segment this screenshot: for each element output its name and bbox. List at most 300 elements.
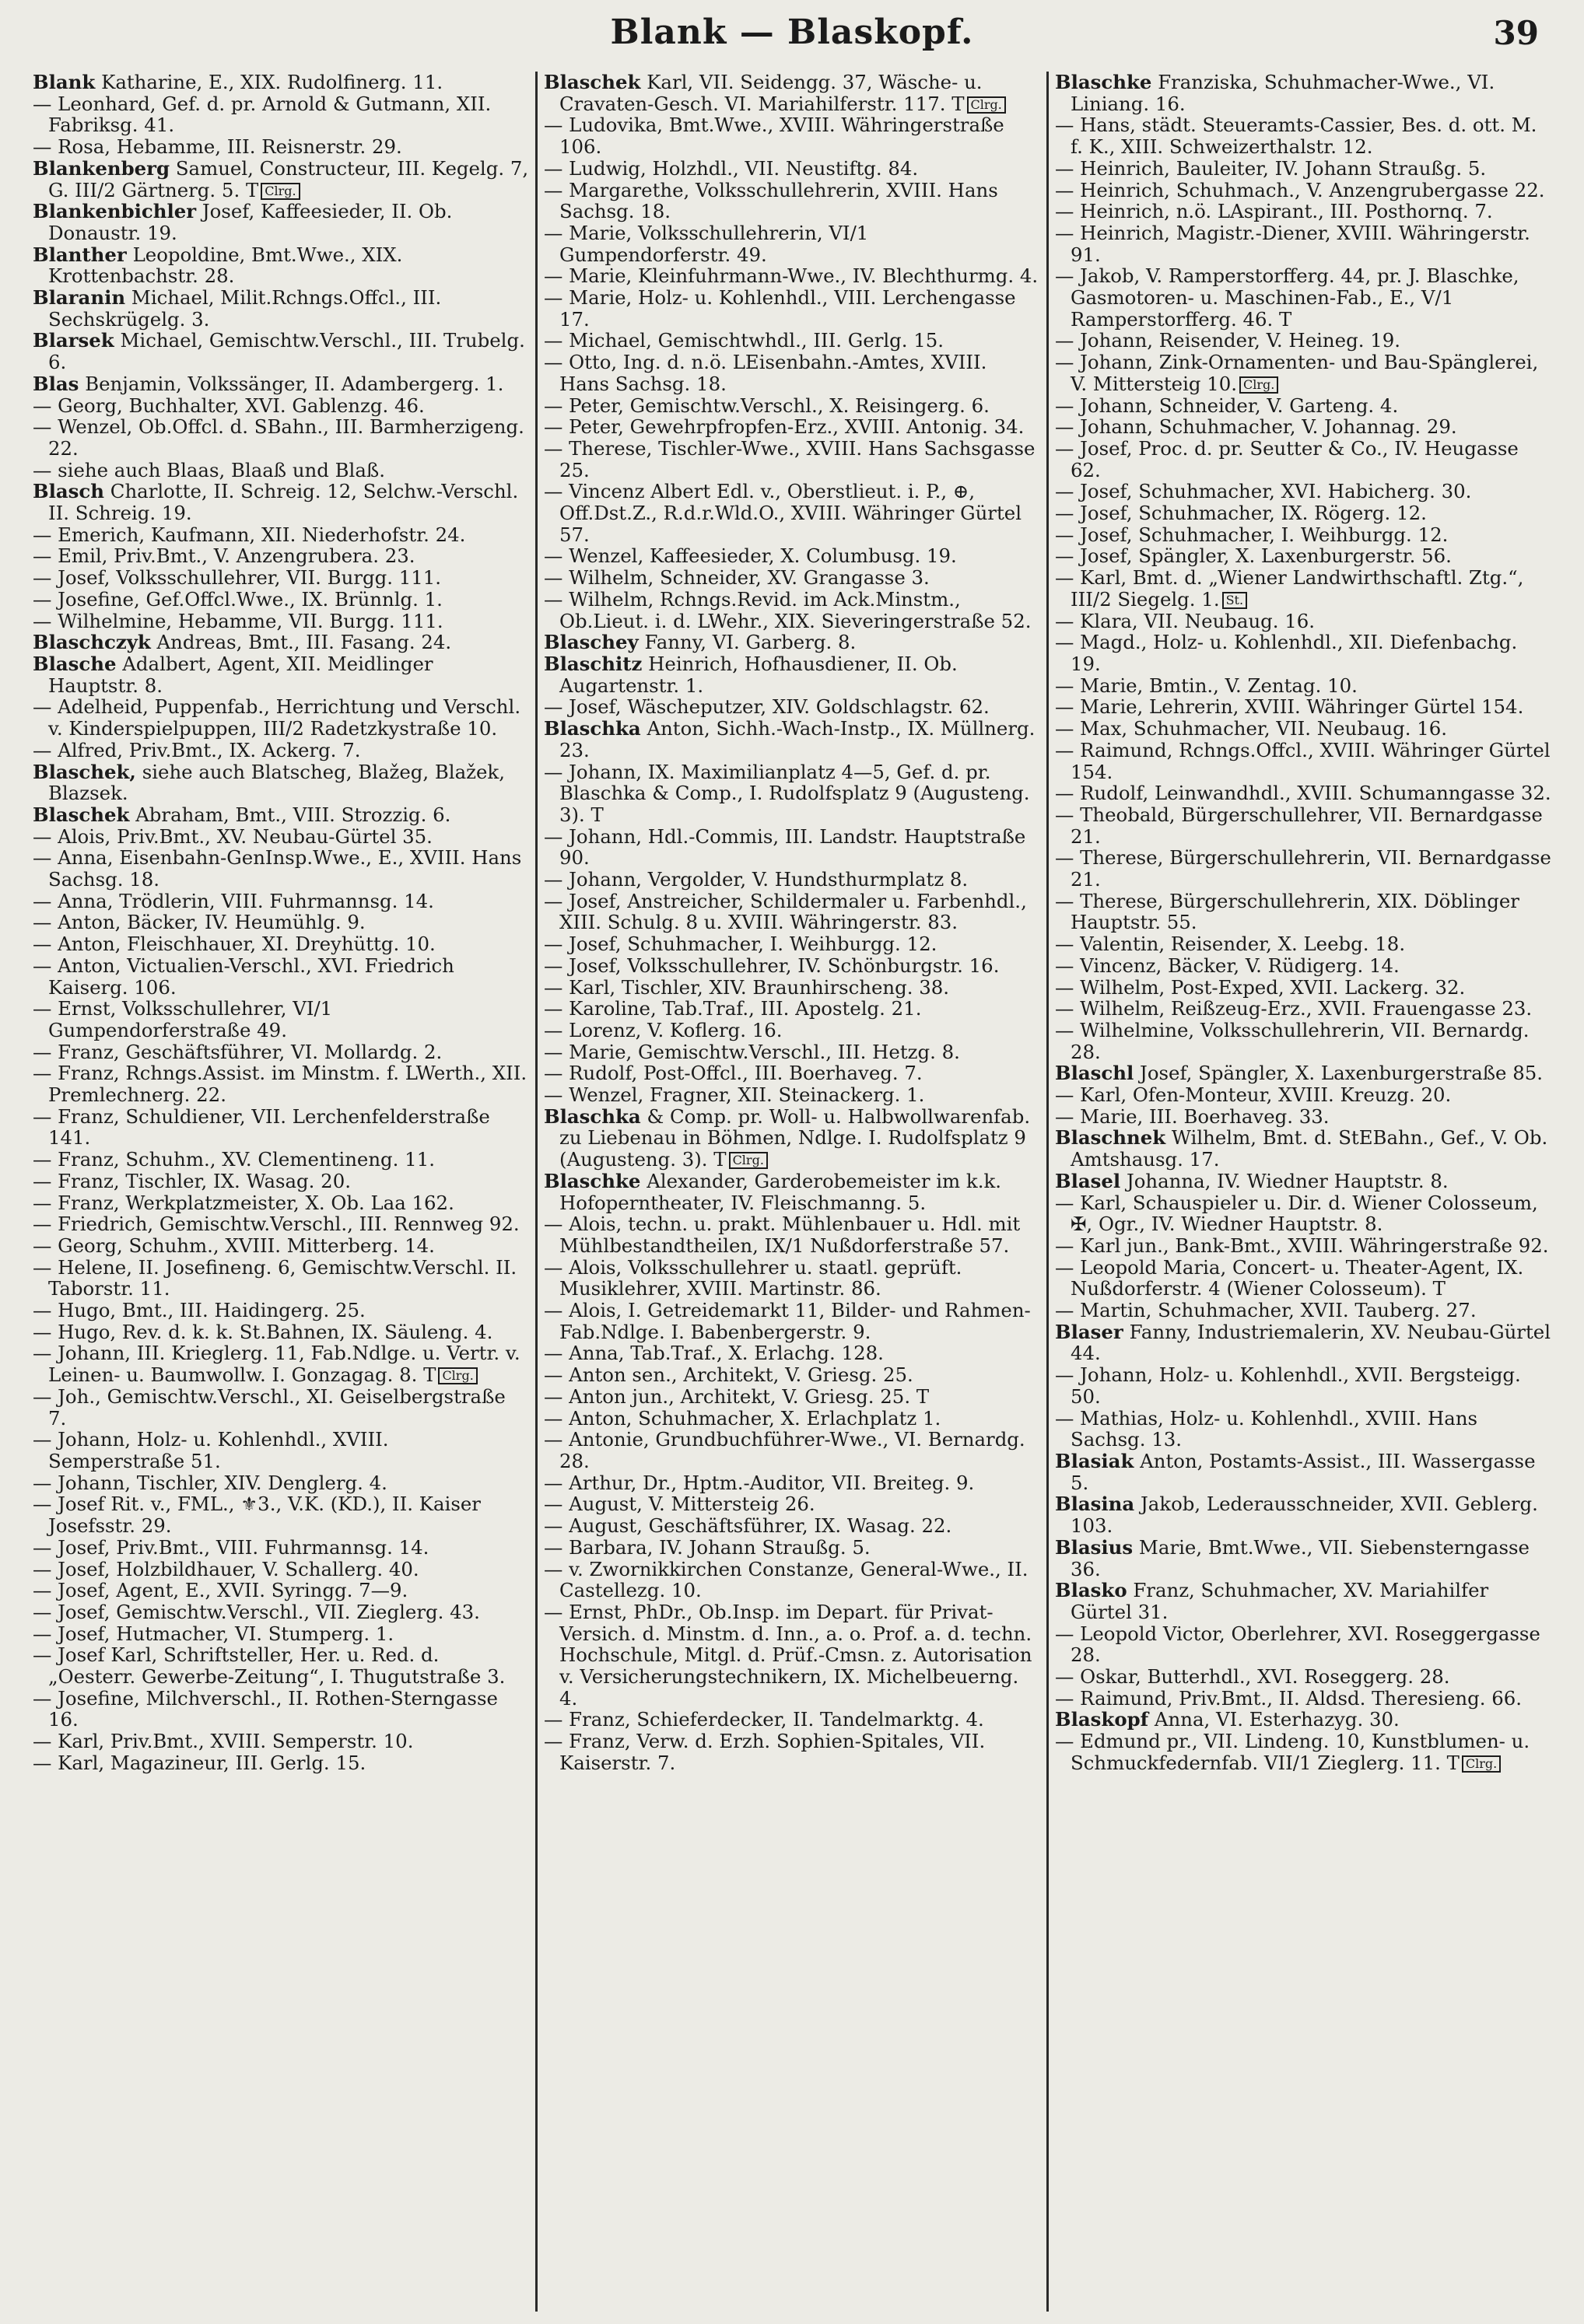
directory-entry bbox=[1055, 955, 1551, 977]
entry-text: — Oskar, Butterhdl., XVI. Roseggerg. 28. bbox=[1055, 1665, 1450, 1689]
entry-text: — Josef, Priv.Bmt., VIII. Fuhrmannsg. 14. bbox=[33, 1535, 429, 1559]
entry-text: — Vincenz, Bäcker, V. Rüdigerg. 14. bbox=[1055, 954, 1400, 977]
directory-entry bbox=[544, 545, 1040, 567]
entry-badge: St. bbox=[1222, 592, 1247, 609]
entry-text: — Ernst, Volksschullehrer, VI/1 Gumpendorferstraße 49. bbox=[33, 997, 333, 1041]
directory-entry bbox=[33, 740, 529, 761]
entry-text: Anton, Postamts-Assist., III. Wassergasse 5. bbox=[1071, 1450, 1536, 1494]
entry-text: — Martin, Schuhmacher, XVII. Tauberg. 27. bbox=[1055, 1299, 1477, 1322]
directory-entry bbox=[33, 136, 529, 158]
directory-entry bbox=[1055, 395, 1551, 417]
entry-text: — Anton, Bäcker, IV. Heumühlg. 9. bbox=[33, 911, 366, 934]
directory-entry bbox=[1055, 718, 1551, 740]
entry-text: Charlotte, II. Schreig. 12, Selchw.-Verschl. II. Schreig. 19. bbox=[48, 480, 519, 525]
entry-text: — Marie, Lehrerin, XVIII. Währinger Gürtel 154. bbox=[1055, 695, 1524, 719]
entry-text: — Karl, Tischler, XIV. Braunhirscheng. 38. bbox=[544, 975, 950, 999]
entry-text: — Karl, Bmt. d. „Wiener Landwirthschaftl. Ztg.“, III/2 Siegelg. 1. bbox=[1055, 566, 1524, 611]
directory-entry bbox=[1055, 1257, 1551, 1300]
directory-entry bbox=[1055, 330, 1551, 352]
entry-surname: Blaschl bbox=[1055, 1062, 1134, 1085]
entry-text: — Rosa, Hebamme, III. Reisnerstr. 29. bbox=[33, 135, 402, 159]
entry-text: — Johann, Holz- u. Kohlenhdl., XVIII. Semperstraße 51. bbox=[33, 1428, 389, 1472]
entry-text: — Joh., Gemischtw.Verschl., XI. Geiselbergstraße 7. bbox=[33, 1384, 506, 1430]
directory-entry bbox=[33, 460, 529, 481]
directory-entry bbox=[33, 891, 529, 912]
entry-text: — Ludovika, Bmt.Wwe., XVIII. Währingerstraße 106. bbox=[544, 114, 1004, 159]
directory-entry bbox=[33, 589, 529, 611]
entry-text: — Josef, Schuhmacher, I. Weihburgg. 12. bbox=[544, 933, 937, 956]
entry-text: — Leonhard, Gef. d. pr. Arnold & Gutmann, XII. Fabriksg. 41. bbox=[33, 92, 492, 137]
entry-text: — Wilhelm, Reißzeug-Erz., XVII. Frauengasse 23. bbox=[1055, 997, 1533, 1020]
entry-surname: Blaskopf bbox=[1055, 1708, 1149, 1731]
directory-entry bbox=[33, 632, 529, 653]
directory-entry bbox=[33, 1623, 529, 1645]
entry-surname: Blaschke bbox=[1055, 72, 1152, 93]
entry-text: — Anton sen., Architekt, V. Griesg. 25. bbox=[544, 1363, 913, 1387]
entry-text: — Friedrich, Gemischtw.Verschl., III. Rennweg 92. bbox=[33, 1213, 520, 1236]
directory-entry bbox=[33, 933, 529, 955]
entry-text: Leopoldine, Bmt.Wwe., XIX. Krottenbachstr. 28. bbox=[48, 243, 403, 288]
entry-text: — Anna, Trödlerin, VIII. Fuhrmannsg. 14. bbox=[33, 889, 434, 912]
directory-entry bbox=[1055, 416, 1551, 438]
entry-text: — Magd., Holz- u. Kohlenhdl., XII. Diefenbachg. 19. bbox=[1055, 631, 1518, 675]
entry-surname: Blaschey bbox=[544, 631, 639, 654]
directory-entry bbox=[544, 1106, 1040, 1171]
entry-text: — Marie, Bmtin., V. Zentag. 10. bbox=[1055, 674, 1358, 697]
entry-text: — Adelheid, Puppenfab., Herrichtung und Verschl. v. Kinderspielpuppen, III/2 Radetzkystraße 10. bbox=[33, 695, 521, 740]
entry-text: — Anna, Tab.Traf., X. Erlachg. 128. bbox=[544, 1342, 884, 1365]
directory-entry bbox=[33, 330, 529, 373]
entry-text: Andreas, Bmt., III. Fasang. 24. bbox=[156, 631, 452, 654]
directory-entry bbox=[33, 1300, 529, 1321]
directory-entry bbox=[1055, 1171, 1551, 1192]
directory-entry bbox=[33, 955, 529, 998]
entry-text: — Hugo, Rev. d. k. k. St.Bahnen, IX. Säuleng. 4. bbox=[33, 1320, 493, 1343]
entry-surname: Blasch bbox=[33, 480, 105, 503]
directory-entry bbox=[1055, 1106, 1551, 1128]
entry-text: — Alfred, Priv.Bmt., IX. Ackerg. 7. bbox=[33, 738, 361, 761]
entry-surname: Blaschke bbox=[544, 1169, 641, 1192]
directory-entry bbox=[544, 955, 1040, 977]
directory-entry bbox=[544, 265, 1040, 287]
entry-text: — Johann, Schuhmacher, V. Johannag. 29. bbox=[1055, 415, 1457, 439]
entry-text: — Johann, IX. Maximilianplatz 4—5, Gef. d. pr. Blaschka & Comp., I. Rudolfsplatz 9 (Augusteng. 3). T bbox=[544, 760, 1030, 826]
entry-text: — Josef Rit. v., FML., ⚜3., V.K. (KD.), II. Kaiser Josefsstr. 29. bbox=[33, 1493, 481, 1538]
entry-text: — Josef, Schuhmacher, XVI. Habicherg. 30. bbox=[1055, 480, 1472, 503]
entry-surname: Blaschnek bbox=[1055, 1126, 1166, 1150]
directory-entry bbox=[544, 158, 1040, 180]
directory-entry bbox=[1055, 1731, 1551, 1773]
entry-text: — Heinrich, Schuhmach., V. Anzengrubergasse 22. bbox=[1055, 178, 1545, 201]
entry-text: — Therese, Bürgerschullehrerin, XIX. Döblinger Hauptstr. 55. bbox=[1055, 889, 1519, 934]
directory-entry bbox=[1055, 1300, 1551, 1321]
directory-entry bbox=[1055, 1364, 1551, 1407]
entry-text: Anton, Sichh.-Wach-Instp., IX. Müllnerg. 23. bbox=[559, 717, 1036, 761]
entry-surname: Blaschka bbox=[544, 1104, 641, 1128]
entry-text: — Emerich, Kaufmann, XII. Niederhofstr. 24. bbox=[33, 523, 466, 546]
directory-entry bbox=[1055, 847, 1551, 890]
entry-text: — Heinrich, Bauleiter, IV. Johann Straußg. 5. bbox=[1055, 156, 1487, 180]
directory-entry bbox=[1055, 265, 1551, 330]
directory-entry bbox=[33, 1752, 529, 1774]
entry-text: — Barbara, IV. Johann Straußg. 5. bbox=[544, 1535, 871, 1559]
directory-entry bbox=[544, 1041, 1040, 1063]
entry-text: — Hugo, Bmt., III. Haidingerg. 25. bbox=[33, 1299, 366, 1322]
entry-text: Jakob, Lederausschneider, XVII. Geblerg. 103. bbox=[1071, 1493, 1538, 1538]
entry-text: — Ludwig, Holzhdl., VII. Neustiftg. 84. bbox=[544, 156, 919, 180]
directory-entry bbox=[1055, 1127, 1551, 1170]
directory-entry bbox=[1055, 1408, 1551, 1451]
entry-text: & Comp. pr. Woll- u. Halbwollwarenfab. zu Liebenau in Böhmen, Ndlge. I. Rudolfsplatz 9 (Augusteng. 3). T bbox=[559, 1104, 1031, 1171]
entry-surname: Blaser bbox=[1055, 1320, 1123, 1343]
entry-surname: Blarsek bbox=[33, 329, 114, 352]
entry-text: — Anna, Eisenbahn-GenInsp.Wwe., E., XVIII. Hans Sachsg. 18. bbox=[33, 846, 522, 891]
entry-text: — Franz, Schuhm., XV. Clementineng. 11. bbox=[33, 1148, 435, 1171]
entry-text: — Otto, Ing. d. n.ö. LEisenbahn.-Amtes, XVIII. Hans Sachsg. 18. bbox=[544, 351, 987, 395]
entry-text: — Emil, Priv.Bmt., V. Anzengrubera. 23. bbox=[33, 544, 415, 568]
directory-entry bbox=[33, 93, 529, 136]
directory-entry bbox=[33, 1386, 529, 1429]
directory-entry bbox=[544, 1408, 1040, 1430]
entry-text: Wilhelm, Bmt. d. StEBahn., Gef., V. Ob. Amtshausg. 17. bbox=[1071, 1126, 1548, 1171]
directory-entry bbox=[33, 912, 529, 933]
entry-surname: Blank bbox=[33, 72, 96, 93]
entry-badge: Clrg. bbox=[1239, 376, 1278, 394]
directory-entry bbox=[1055, 977, 1551, 999]
entry-text: Michael, Gemischtw.Verschl., III. Trubelg. 6. bbox=[48, 329, 525, 374]
entry-text: — Johann, Vergolder, V. Hundsthurmplatz 8. bbox=[544, 868, 969, 891]
entry-text: — Johann, III. Krieglerg. 11, Fab.Ndlge. u. Vertr. v. Leinen- u. Baumwollw. I. Gonzagag. 8. T bbox=[33, 1342, 520, 1387]
entry-text: — Karl, Ofen-Monteur, XVIII. Kreuzg. 20. bbox=[1055, 1083, 1452, 1107]
entry-text: — Johann, Reisender, V. Heineg. 19. bbox=[1055, 329, 1400, 352]
entry-text: Samuel, Constructeur, III. Kegelg. 7, G. III/2 Gärtnerg. 5. T bbox=[48, 156, 529, 201]
directory-entry bbox=[1055, 1493, 1551, 1536]
entry-text: — Marie, Kleinfuhrmann-Wwe., IV. Blechthurmg. 4. bbox=[544, 264, 1039, 288]
directory-entry bbox=[1055, 72, 1551, 114]
directory-entry bbox=[544, 632, 1040, 653]
entry-text: — Rudolf, Leinwandhdl., XVIII. Schumanngasse 32. bbox=[1055, 782, 1551, 805]
directory-entry bbox=[33, 416, 529, 459]
directory-entry bbox=[544, 1342, 1040, 1364]
entry-text: — Anton, Schuhmacher, X. Erlachplatz 1. bbox=[544, 1406, 941, 1430]
entry-text: — Therese, Bürgerschullehrerin, VII. Bernardgasse 21. bbox=[1055, 846, 1551, 891]
entry-text: — Karl, Schauspieler u. Dir. d. Wiener Colosseum, ✠, Ogr., IV. Wiedner Hauptstr. 8. bbox=[1055, 1191, 1538, 1236]
entry-text: — Theobald, Bürgerschullehrer, VII. Bernardgasse 21. bbox=[1055, 803, 1543, 848]
entry-text: — v. Zwornikkirchen Constanze, General-Wwe., II. Castellezg. 10. bbox=[544, 1557, 1029, 1602]
directory-entry bbox=[33, 287, 529, 330]
entry-surname: Blasina bbox=[1055, 1493, 1135, 1516]
directory-entry bbox=[1055, 933, 1551, 955]
directory-entry bbox=[1055, 1580, 1551, 1622]
directory-entry bbox=[33, 1213, 529, 1235]
directory-entry bbox=[544, 416, 1040, 438]
entry-surname: Blasche bbox=[33, 652, 117, 675]
entry-text: — Margarethe, Volksschullehrerin, XVIII. Hans Sachsg. 18. bbox=[544, 178, 998, 223]
entry-text: — Karoline, Tab.Traf., III. Apostelg. 21. bbox=[544, 997, 922, 1020]
entry-text: — Franz, Verw. d. Erzh. Sophien-Spitales, VII. Kaiserstr. 7. bbox=[544, 1730, 986, 1774]
directory-entry bbox=[33, 1106, 529, 1149]
entry-text: — Wenzel, Ob.Offcl. d. SBahn., III. Barmherzigeng. 22. bbox=[33, 415, 524, 460]
entry-text: — Anton, Fleischhauer, XI. Dreyhüttg. 10. bbox=[33, 933, 436, 956]
directory-entry bbox=[544, 72, 1040, 114]
directory-entry bbox=[544, 1257, 1040, 1300]
entry-badge: Clrg. bbox=[729, 1152, 768, 1169]
directory-entry bbox=[1055, 675, 1551, 697]
entry-badge: Clrg. bbox=[1462, 1755, 1501, 1773]
column-right bbox=[1046, 72, 1558, 2312]
entry-text: Alexander, Garderobemeister im k.k. Hofoperntheater, IV. Fleischmanng. 5. bbox=[559, 1169, 1001, 1214]
entry-text: — Franz, Tischler, IX. Wasag. 20. bbox=[33, 1169, 351, 1192]
directory-entry bbox=[33, 158, 529, 201]
entry-text: — Lorenz, V. Koflerg. 16. bbox=[544, 1018, 783, 1041]
directory-entry bbox=[544, 869, 1040, 891]
directory-entry bbox=[544, 696, 1040, 718]
entry-text: — Jakob, V. Ramperstorfferg. 44, pr. J. Blaschke, Gasmotoren- u. Maschinen-Fab., E., V/1 Ramperstorfferg. 46. T bbox=[1055, 264, 1519, 331]
entry-text: — Wilhelmine, Volksschullehrerin, VII. Bernardg. 28. bbox=[1055, 1018, 1530, 1063]
directory-entry bbox=[544, 1171, 1040, 1213]
entry-text: Abraham, Bmt., VIII. Strozzig. 6. bbox=[135, 803, 451, 826]
entry-text: Fanny, VI. Garberg. 8. bbox=[644, 631, 857, 654]
entry-text: — Karl, Magazineur, III. Gerlg. 15. bbox=[33, 1751, 366, 1774]
entry-text: — Wenzel, Kaffeesieder, X. Columbusg. 19. bbox=[544, 544, 957, 568]
directory-entry bbox=[544, 891, 1040, 933]
entry-text: — Klara, VII. Neubaug. 16. bbox=[1055, 609, 1316, 632]
directory-entry bbox=[544, 1537, 1040, 1559]
directory-entry bbox=[544, 589, 1040, 632]
entry-badge: Clrg. bbox=[261, 183, 300, 200]
entry-text: — Helene, II. Josefineng. 6, Gemischtw.Verschl. II. Taborstr. 11. bbox=[33, 1255, 517, 1300]
directory-entry bbox=[1055, 180, 1551, 201]
entry-text: — Franz, Schieferdecker, II. Tandelmarktg. 4. bbox=[544, 1708, 984, 1731]
directory-entry bbox=[33, 1493, 529, 1536]
entry-text: — Alois, techn. u. prakt. Mühlenbauer u. Hdl. mit Mühlbestandtheilen, IX/1 Nußdorferstraße 57. bbox=[544, 1213, 1021, 1257]
directory-entry bbox=[544, 653, 1040, 696]
directory-entry bbox=[1055, 1235, 1551, 1257]
directory-entry bbox=[544, 352, 1040, 394]
entry-text: Josef, Kaffeesieder, II. Ob. Donaustr. 19. bbox=[48, 200, 453, 244]
entry-text: — Marie, Gemischtw.Verschl., III. Hetzg. 8. bbox=[544, 1040, 960, 1063]
directory-entry bbox=[544, 1364, 1040, 1386]
directory-entry bbox=[33, 1601, 529, 1623]
directory-entry bbox=[33, 761, 529, 804]
directory-entry bbox=[1055, 804, 1551, 847]
directory-entry bbox=[33, 1580, 529, 1601]
entry-text: — Alois, Priv.Bmt., XV. Neubau-Gürtel 35. bbox=[33, 824, 433, 848]
entry-surname: Blasiak bbox=[1055, 1450, 1134, 1472]
entry-text: — Johann, Hdl.-Commis, III. Landstr. Hauptstraße 90. bbox=[544, 824, 1026, 870]
entry-text: — Johann, Tischler, XIV. Denglerg. 4. bbox=[33, 1471, 387, 1494]
directory-entry bbox=[544, 1601, 1040, 1710]
entry-text: — Karl, Priv.Bmt., XVIII. Semperstr. 10. bbox=[33, 1730, 414, 1753]
directory-entry bbox=[1055, 1623, 1551, 1666]
directory-entry bbox=[33, 244, 529, 287]
directory-entry bbox=[544, 222, 1040, 265]
entry-text: — Georg, Buchhalter, XVI. Gablenzg. 46. bbox=[33, 394, 425, 417]
directory-entry bbox=[544, 1429, 1040, 1472]
entry-text: — Franz, Werkplatzmeister, X. Ob. Laa 162. bbox=[33, 1191, 454, 1214]
directory-entry bbox=[1055, 1688, 1551, 1710]
column-middle bbox=[535, 72, 1046, 2312]
entry-text: — siehe auch Blaas, Blaaß und Blaß. bbox=[33, 458, 385, 481]
entry-text: — Heinrich, Magistr.-Diener, XVIII. Währingerstr. 91. bbox=[1055, 221, 1530, 266]
directory-entry bbox=[1055, 114, 1551, 157]
entry-text: Fanny, Industriemalerin, XV. Neubau-Gürtel 44. bbox=[1071, 1320, 1551, 1365]
directory-entry bbox=[1055, 611, 1551, 632]
entry-text: Franz, Schuhmacher, XV. Mariahilfer Gürtel 31. bbox=[1071, 1579, 1489, 1623]
entry-text: — Franz, Geschäftsführer, VI. Mollardg. 2. bbox=[33, 1040, 443, 1063]
entry-text: Benjamin, Volkssänger, II. Adambergerg. 1. bbox=[85, 372, 504, 395]
entry-badge: Clrg. bbox=[967, 96, 1006, 114]
directory-entry bbox=[1055, 1062, 1551, 1084]
entry-text: — Michael, Gemischtwhdl., III. Gerlg. 15. bbox=[544, 329, 944, 352]
directory-entry bbox=[33, 696, 529, 739]
directory-entry bbox=[33, 481, 529, 523]
entry-text: — Josef, Anstreicher, Schildermaler u. Farbenhdl., XIII. Schulg. 8 u. XVIII. Währingerstr. 83. bbox=[544, 889, 1027, 934]
entry-text: Katharine, E., XIX. Rudolfinerg. 11. bbox=[101, 72, 443, 93]
directory-entry bbox=[1055, 438, 1551, 481]
directory-entry bbox=[33, 1192, 529, 1214]
entry-text: Franziska, Schuhmacher-Wwe., VI. Liniang. 16. bbox=[1071, 72, 1495, 115]
page-header bbox=[31, 11, 1553, 67]
directory-entry bbox=[544, 761, 1040, 826]
entry-text: — Josefine, Gef.Offcl.Wwe., IX. Brünnlg. 1. bbox=[33, 587, 443, 611]
entry-text: — Peter, Gemischtw.Verschl., X. Reisingerg. 6. bbox=[544, 394, 990, 417]
directory-entry bbox=[1055, 567, 1551, 610]
directory-entry bbox=[33, 395, 529, 417]
directory-entry bbox=[33, 1235, 529, 1257]
entry-text: — Peter, Gewehrpfropfen-Erz., XVIII. Antonig. 34. bbox=[544, 415, 1025, 439]
directory-entry bbox=[544, 718, 1040, 761]
entry-text: — Johann, Holz- u. Kohlenhdl., XVII. Bergsteigg. 50. bbox=[1055, 1363, 1521, 1408]
directory-entry bbox=[544, 481, 1040, 545]
directory-entry bbox=[33, 1731, 529, 1752]
directory-entry bbox=[33, 1688, 529, 1731]
entry-text: — Anton jun., Architekt, V. Griesg. 25. T bbox=[544, 1384, 930, 1408]
directory-entry bbox=[33, 1559, 529, 1580]
entry-text: — Wenzel, Fragner, XII. Steinackerg. 1. bbox=[544, 1083, 925, 1107]
entry-text: — Josef, Schuhmacher, I. Weihburgg. 12. bbox=[1055, 523, 1449, 546]
entry-surname: Blaschka bbox=[544, 717, 641, 740]
entry-surname: Blasius bbox=[1055, 1535, 1134, 1559]
entry-text: — Wilhelmine, Hebamme, VII. Burgg. 111. bbox=[33, 609, 443, 632]
entry-surname: Blaschek, bbox=[33, 760, 136, 783]
directory-entry bbox=[1055, 1084, 1551, 1106]
entry-text: — Wilhelm, Rchngs.Revid. im Ack.Minstm., Ob.Lieut. i. d. LWehr., XIX. Sieveringerstraße 52. bbox=[544, 587, 1032, 632]
directory-entry bbox=[33, 1321, 529, 1343]
entry-text: — Josef, Volksschullehrer, IV. Schönburgstr. 16. bbox=[544, 954, 1000, 977]
directory-entry bbox=[33, 1537, 529, 1559]
entry-surname: Blaschek bbox=[544, 72, 641, 93]
entry-text: — Raimund, Rchngs.Offcl., XVIII. Währinger Gürtel 154. bbox=[1055, 738, 1551, 783]
directory-entry bbox=[33, 611, 529, 632]
entry-text: Adalbert, Agent, XII. Meidlinger Hauptstr. 8. bbox=[48, 652, 433, 697]
entry-text: — Arthur, Dr., Hptm.-Auditor, VII. Breiteg. 9. bbox=[544, 1471, 975, 1494]
directory-entry bbox=[33, 826, 529, 848]
entry-text: — August, V. Mittersteig 26. bbox=[544, 1493, 815, 1516]
directory-entry bbox=[33, 1472, 529, 1494]
directory-entry bbox=[544, 977, 1040, 999]
entry-text: — Karl jun., Bank-Bmt., XVIII. Währingerstraße 92. bbox=[1055, 1234, 1549, 1257]
entry-text: Marie, Bmt.Wwe., VII. Siebensterngasse 36. bbox=[1071, 1535, 1530, 1580]
directory-entry bbox=[33, 1171, 529, 1192]
entry-text: siehe auch Blatscheg, Blažeg, Blažek, Blazsek. bbox=[48, 760, 505, 805]
directory-entry bbox=[544, 1386, 1040, 1408]
entry-text: — Hans, städt. Steueramts-Cassier, Bes. d. ott. M. f. K., XIII. Schweizerthalstr. 12. bbox=[1055, 114, 1537, 159]
directory-entry bbox=[544, 1493, 1040, 1515]
directory-entry bbox=[33, 653, 529, 696]
entry-surname: Blas bbox=[33, 372, 79, 395]
directory-entry bbox=[544, 1300, 1040, 1342]
directory-entry bbox=[1055, 1666, 1551, 1688]
entry-text: Karl, VII. Seidengg. 37, Wäsche- u. Cravaten-Gesch. VI. Mariahilferstr. 117. T bbox=[559, 72, 983, 115]
entry-text: Michael, Milit.Rchngs.Offcl., III. Sechskrügelg. 3. bbox=[48, 286, 442, 331]
entry-text: — Edmund pr., VII. Lindeng. 10, Kunstblumen- u. Schmuckfedernfab. VII/1 Zieglerg. 11. T bbox=[1055, 1730, 1530, 1774]
entry-text: — Wilhelm, Schneider, XV. Grangasse 3. bbox=[544, 566, 930, 590]
directory-entry bbox=[33, 1062, 529, 1105]
directory-columns bbox=[26, 72, 1558, 2312]
directory-entry bbox=[544, 1709, 1040, 1731]
directory-entry bbox=[544, 1515, 1040, 1537]
entry-text: — Josefine, Milchverschl., II. Rothen-Sterngasse 16. bbox=[33, 1686, 498, 1731]
entry-text: — Josef, Agent, E., XVII. Syringg. 7—9. bbox=[33, 1579, 408, 1602]
entry-surname: Blaschitz bbox=[544, 652, 643, 675]
directory-entry bbox=[544, 438, 1040, 481]
directory-entry bbox=[544, 1084, 1040, 1106]
directory-entry bbox=[1055, 696, 1551, 718]
directory-entry bbox=[544, 395, 1040, 417]
entry-text: — Josef Karl, Schriftsteller, Her. u. Red. d. „Oesterr. Gewerbe-Zeitung“, I. Thugutstraße 3. bbox=[33, 1643, 506, 1689]
entry-text: — Marie, Volksschullehrerin, VI/1 Gumpendorferstr. 49. bbox=[544, 221, 869, 266]
entry-text: — Marie, Holz- u. Kohlenhdl., VIII. Lerchengasse 17. bbox=[544, 286, 1016, 331]
directory-entry bbox=[33, 567, 529, 589]
directory-entry bbox=[1055, 1321, 1551, 1364]
entry-text: — Antonie, Grundbuchführer-Wwe., VI. Bernardg. 28. bbox=[544, 1428, 1025, 1472]
directory-entry bbox=[33, 1644, 529, 1687]
directory-entry bbox=[544, 287, 1040, 330]
directory-entry bbox=[544, 330, 1040, 352]
directory-entry bbox=[1055, 502, 1551, 524]
entry-text: — Vincenz Albert Edl. v., Oberstlieut. i. P., ⊕, Off.Dst.Z., R.d.r.Wld.O., XVIII. Währinger Gürtel 57. bbox=[544, 480, 1022, 546]
entry-text: Josef, Spängler, X. Laxenburgerstraße 85. bbox=[1140, 1062, 1544, 1085]
entry-text: — Josef, Spängler, X. Laxenburgerstr. 56. bbox=[1055, 544, 1452, 568]
directory-entry bbox=[1055, 1192, 1551, 1235]
entry-text: — Alois, I. Getreidemarkt 11, Bilder- und Rahmen-Fab.Ndlge. I. Babenbergerstr. 9. bbox=[544, 1299, 1031, 1343]
directory-entry bbox=[544, 1559, 1040, 1601]
directory-entry bbox=[544, 1731, 1040, 1773]
directory-entry bbox=[1055, 352, 1551, 394]
entry-text: — Josef, Gemischtw.Verschl., VII. Zieglerg. 43. bbox=[33, 1600, 480, 1623]
directory-entry bbox=[1055, 740, 1551, 782]
entry-text: — Wilhelm, Post-Exped, XVII. Lackerg. 32. bbox=[1055, 975, 1466, 999]
entry-badge: Clrg. bbox=[438, 1367, 477, 1384]
directory-entry bbox=[1055, 201, 1551, 222]
entry-text: — Johann, Zink-Ornamenten- und Bau-Spänglerei, V. Mittersteig 10. bbox=[1055, 351, 1539, 395]
entry-text: — Rudolf, Post-Offcl., III. Boerhaveg. 7. bbox=[544, 1062, 923, 1085]
directory-entry bbox=[33, 804, 529, 826]
entry-text: — Leopold Victor, Oberlehrer, XVI. Roseggergasse 28. bbox=[1055, 1622, 1540, 1667]
directory-entry bbox=[1055, 1020, 1551, 1062]
entry-text: — Franz, Schuldiener, VII. Lerchenfelderstraße 141. bbox=[33, 1104, 490, 1150]
entry-surname: Blasel bbox=[1055, 1169, 1121, 1192]
running-head: Blank — Blaskopf. bbox=[610, 12, 974, 52]
entry-text: — Anton, Victualien-Verschl., XVI. Friedrich Kaiserg. 106. bbox=[33, 954, 454, 999]
directory-entry bbox=[544, 1020, 1040, 1041]
entry-surname: Blanther bbox=[33, 243, 127, 266]
entry-text: — Therese, Tischler-Wwe., XVIII. Hans Sachsgasse 25. bbox=[544, 436, 1036, 481]
directory-entry bbox=[33, 847, 529, 890]
directory-entry bbox=[1055, 222, 1551, 265]
entry-text: — Josef, Holzbildhauer, V. Schallerg. 40. bbox=[33, 1557, 419, 1580]
